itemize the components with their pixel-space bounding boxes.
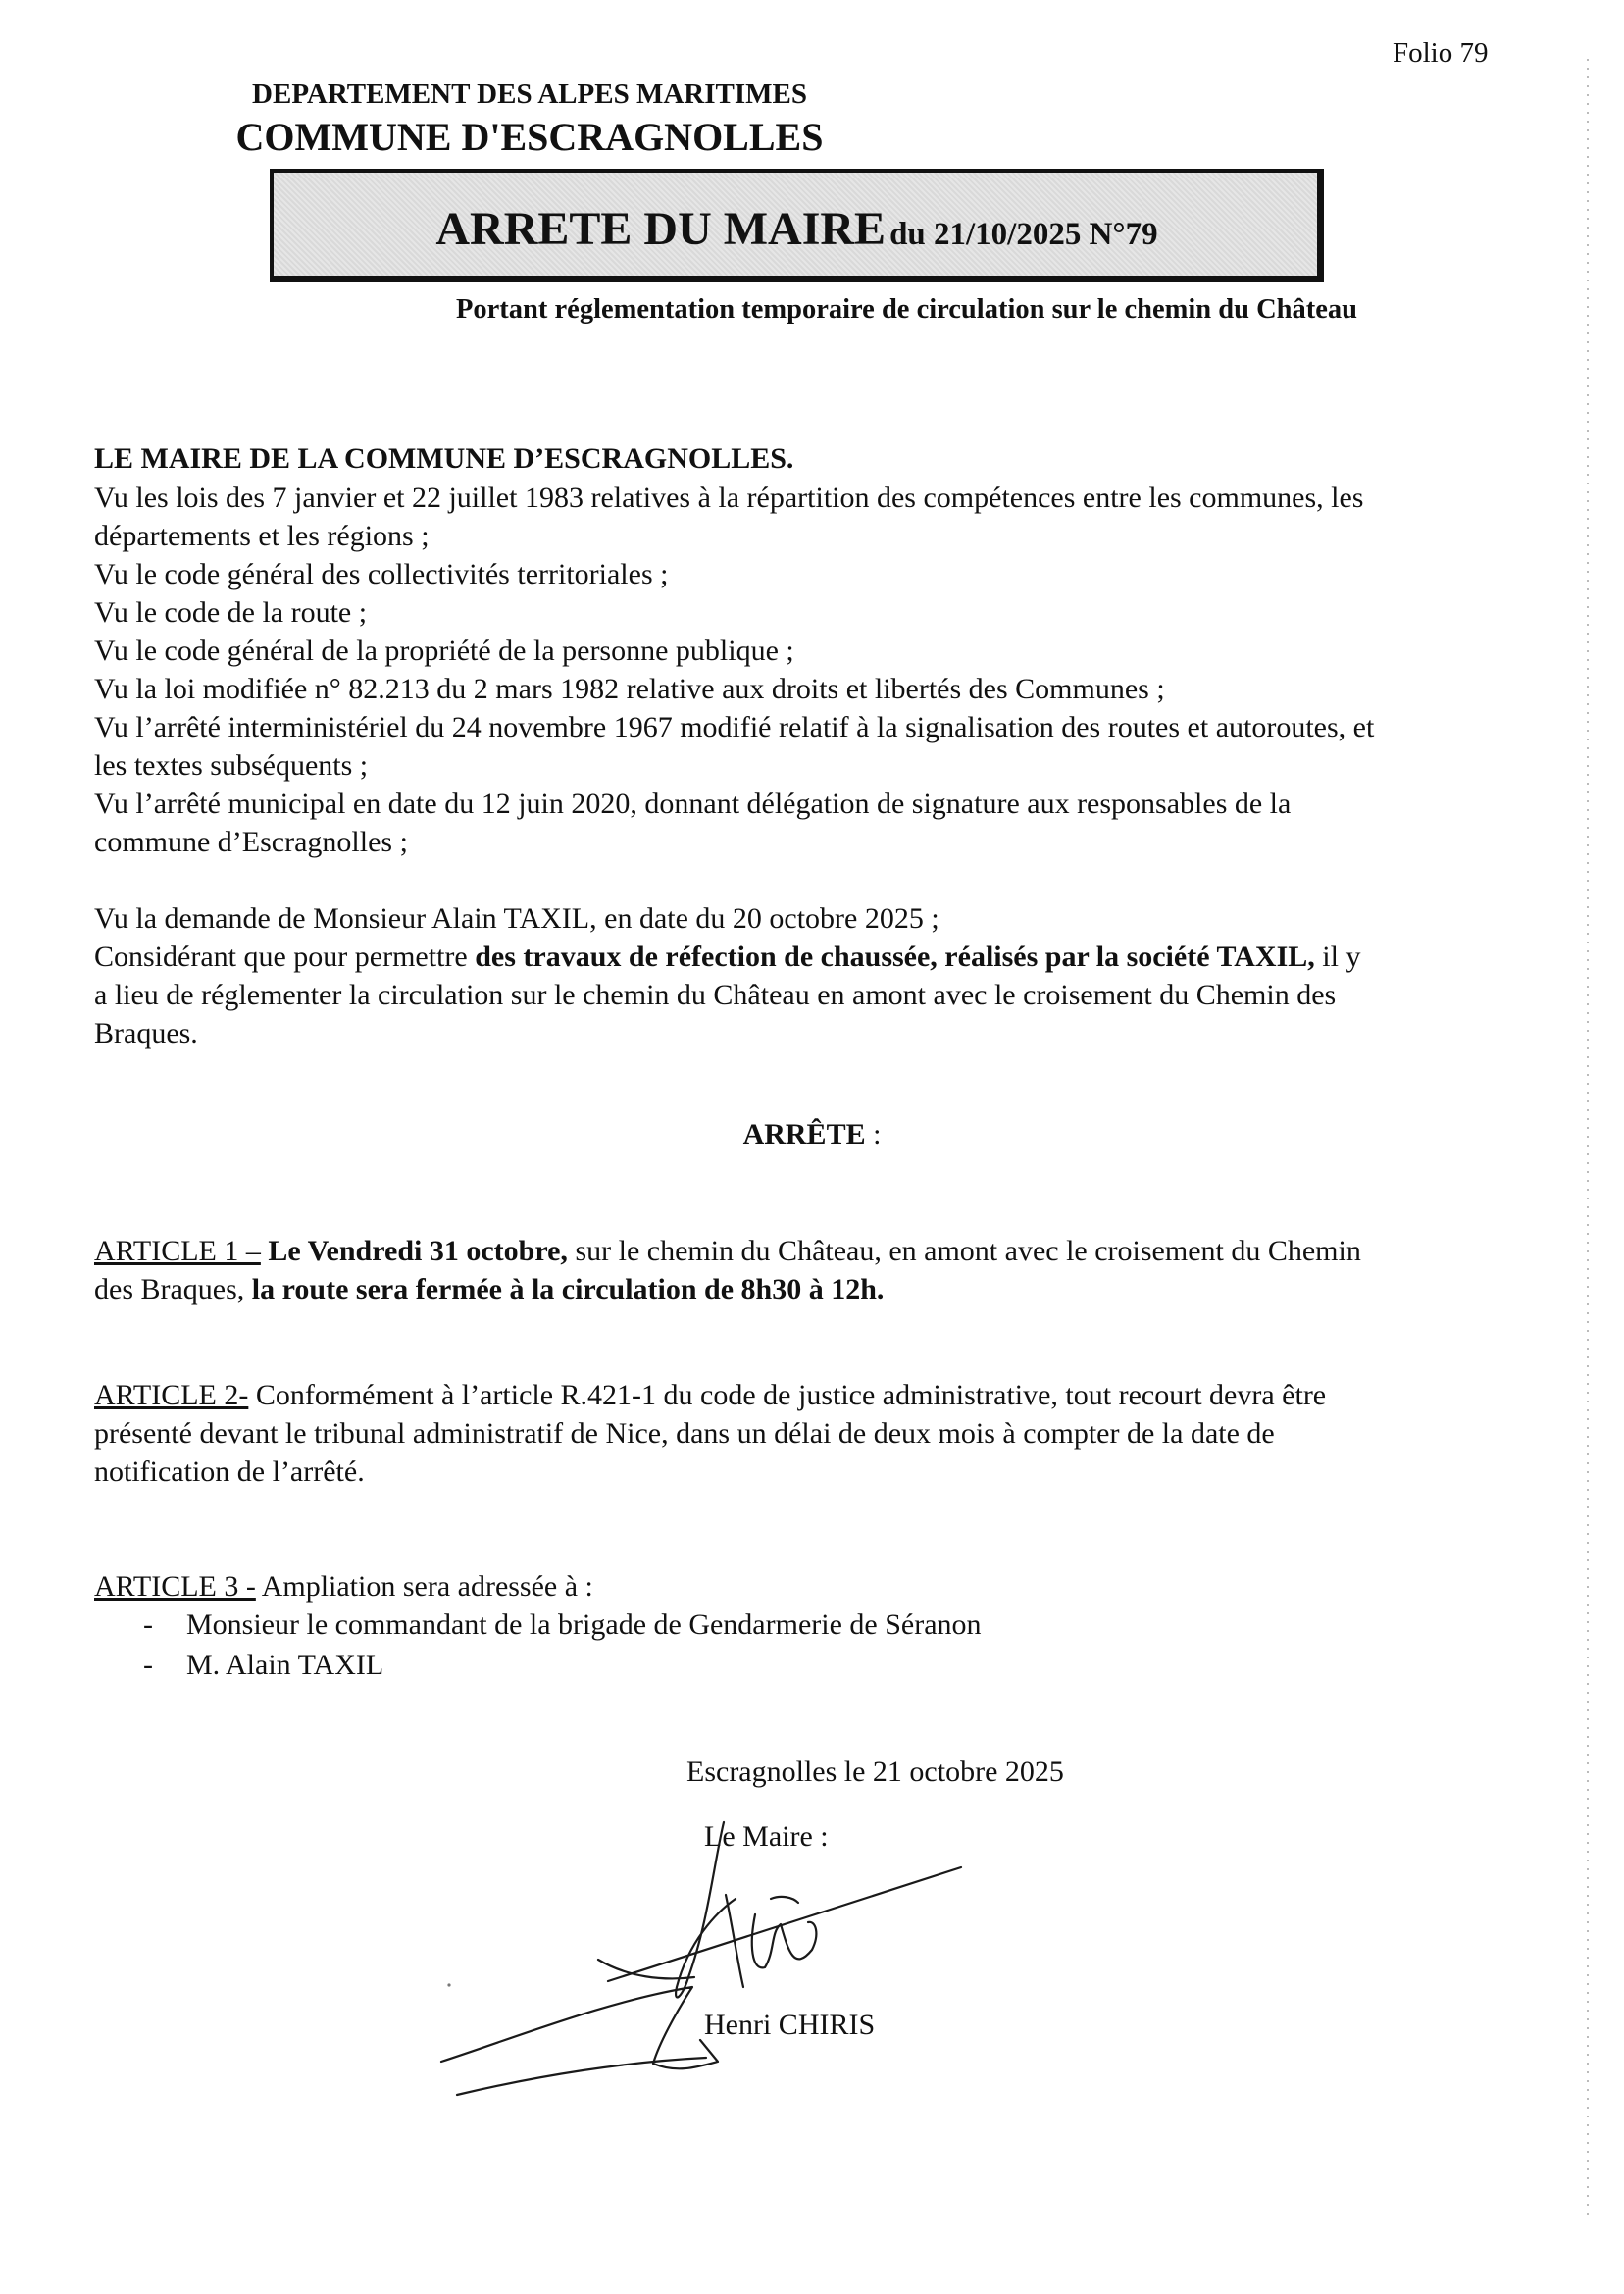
arrete-colon: : xyxy=(865,1118,882,1150)
considering-line-2: a lieu de réglementer la circulation sur le chemin du Château en amont avec le croisement du Chemin des xyxy=(94,979,1337,1011)
legal-basis-1: Vu les lois des 7 janvier et 22 juillet 1983 relatives à la répartition des compétences entre les communes, les xyxy=(94,482,1364,514)
article-2-label: ARTICLE 2- xyxy=(94,1379,249,1411)
legal-basis-5: Vu la loi modifiée n° 82.213 du 2 mars 1982 relative aux droits et libertés des Communes ; xyxy=(94,673,1165,705)
decree-subject: Portant réglementation temporaire de circulation sur le chemin du Château xyxy=(456,294,1358,325)
article-3-text: Ampliation sera adressée à : xyxy=(255,1570,593,1603)
legal-basis-6-cont: les textes subséquents ; xyxy=(94,749,369,782)
considering-works: des travaux de réfection de chaussée, réalisés par la société TAXIL, xyxy=(475,941,1315,973)
article-3 xyxy=(94,1567,1506,1606)
article-1 xyxy=(94,1232,1506,1270)
considering-line-3: Braques. xyxy=(94,1017,198,1049)
legal-basis-2: Vu le code général des collectivités territoriales ; xyxy=(94,558,669,590)
article-1-date: Le Vendredi 31 octobre, xyxy=(260,1235,568,1267)
decree-title xyxy=(270,202,1324,256)
place-date: Escragnolles le 21 octobre 2025 xyxy=(686,1756,1064,1788)
folio-number: Folio 79 xyxy=(1393,37,1489,69)
considering-line-1 xyxy=(94,938,1506,976)
mayor-heading: LE MAIRE DE LA COMMUNE D’ESCRAGNOLLES. xyxy=(94,442,794,475)
signatory-role: Le Maire : xyxy=(704,1820,829,1853)
article-2 xyxy=(94,1376,1506,1414)
decree-title-main: ARRETE DU MAIRE xyxy=(435,203,887,255)
legal-basis-1-cont: départements et les régions ; xyxy=(94,520,430,552)
handwritten-signature xyxy=(431,1805,981,2118)
list-dash: - xyxy=(143,1649,153,1681)
article-3-label: ARTICLE 3 - xyxy=(94,1570,256,1603)
arrete-heading xyxy=(0,1118,1624,1151)
recipient-2: M. Alain TAXIL xyxy=(186,1649,384,1681)
legal-basis-4: Vu le code général de la propriété de la personne publique ; xyxy=(94,635,794,667)
recipient-item-2 xyxy=(143,1646,383,1685)
article-2-cont: présenté devant le tribunal administratif de Nice, dans un délai de deux mois à compter de la date de xyxy=(94,1417,1275,1450)
recipient-item-1 xyxy=(143,1606,982,1645)
legal-basis-6: Vu l’arrêté interministériel du 24 novembre 1967 modifié relatif à la signalisation des routes et autoroutes, et xyxy=(94,711,1375,743)
article-1-cont xyxy=(94,1270,1506,1308)
legal-basis-7-cont: commune d’Escragnolles ; xyxy=(94,826,408,858)
article-2-cont-2: notification de l’arrêté. xyxy=(94,1455,365,1488)
arrete-word: ARRÊTE xyxy=(742,1118,866,1150)
recipient-1: Monsieur le commandant de la brigade de Gendarmerie de Séranon xyxy=(186,1608,982,1641)
considering-text-a: Considérant que pour permettre xyxy=(94,941,476,973)
legal-basis-3: Vu le code de la route ; xyxy=(94,596,368,629)
article-1-text-2: des Braques, xyxy=(94,1273,252,1305)
considering-text-c: il y xyxy=(1314,941,1361,973)
scan-edge-marks xyxy=(1587,59,1589,2217)
decree-title-detail: du 21/10/2025 N°79 xyxy=(889,217,1158,252)
article-1-text: sur le chemin du Château, en amont avec le croisement du Chemin xyxy=(567,1235,1361,1267)
article-1-label: ARTICLE 1 – xyxy=(94,1235,261,1267)
article-2-text: Conformément à l’article R.421-1 du code de justice administrative, tout recourt devra être xyxy=(248,1379,1327,1411)
article-1-closure: la route sera fermée à la circulation de 8h30 à 12h. xyxy=(251,1273,885,1305)
department-heading: DEPARTEMENT DES ALPES MARITIMES xyxy=(252,78,807,110)
list-dash: - xyxy=(143,1608,153,1641)
commune-heading: COMMUNE D'ESCRAGNOLLES xyxy=(235,115,824,159)
request-line: Vu la demande de Monsieur Alain TAXIL, en date du 20 octobre 2025 ; xyxy=(94,902,939,935)
legal-basis-7: Vu l’arrêté municipal en date du 12 juin 2020, donnant délégation de signature aux responsables de la xyxy=(94,788,1292,820)
signatory-name: Henri CHIRIS xyxy=(704,2009,876,2041)
